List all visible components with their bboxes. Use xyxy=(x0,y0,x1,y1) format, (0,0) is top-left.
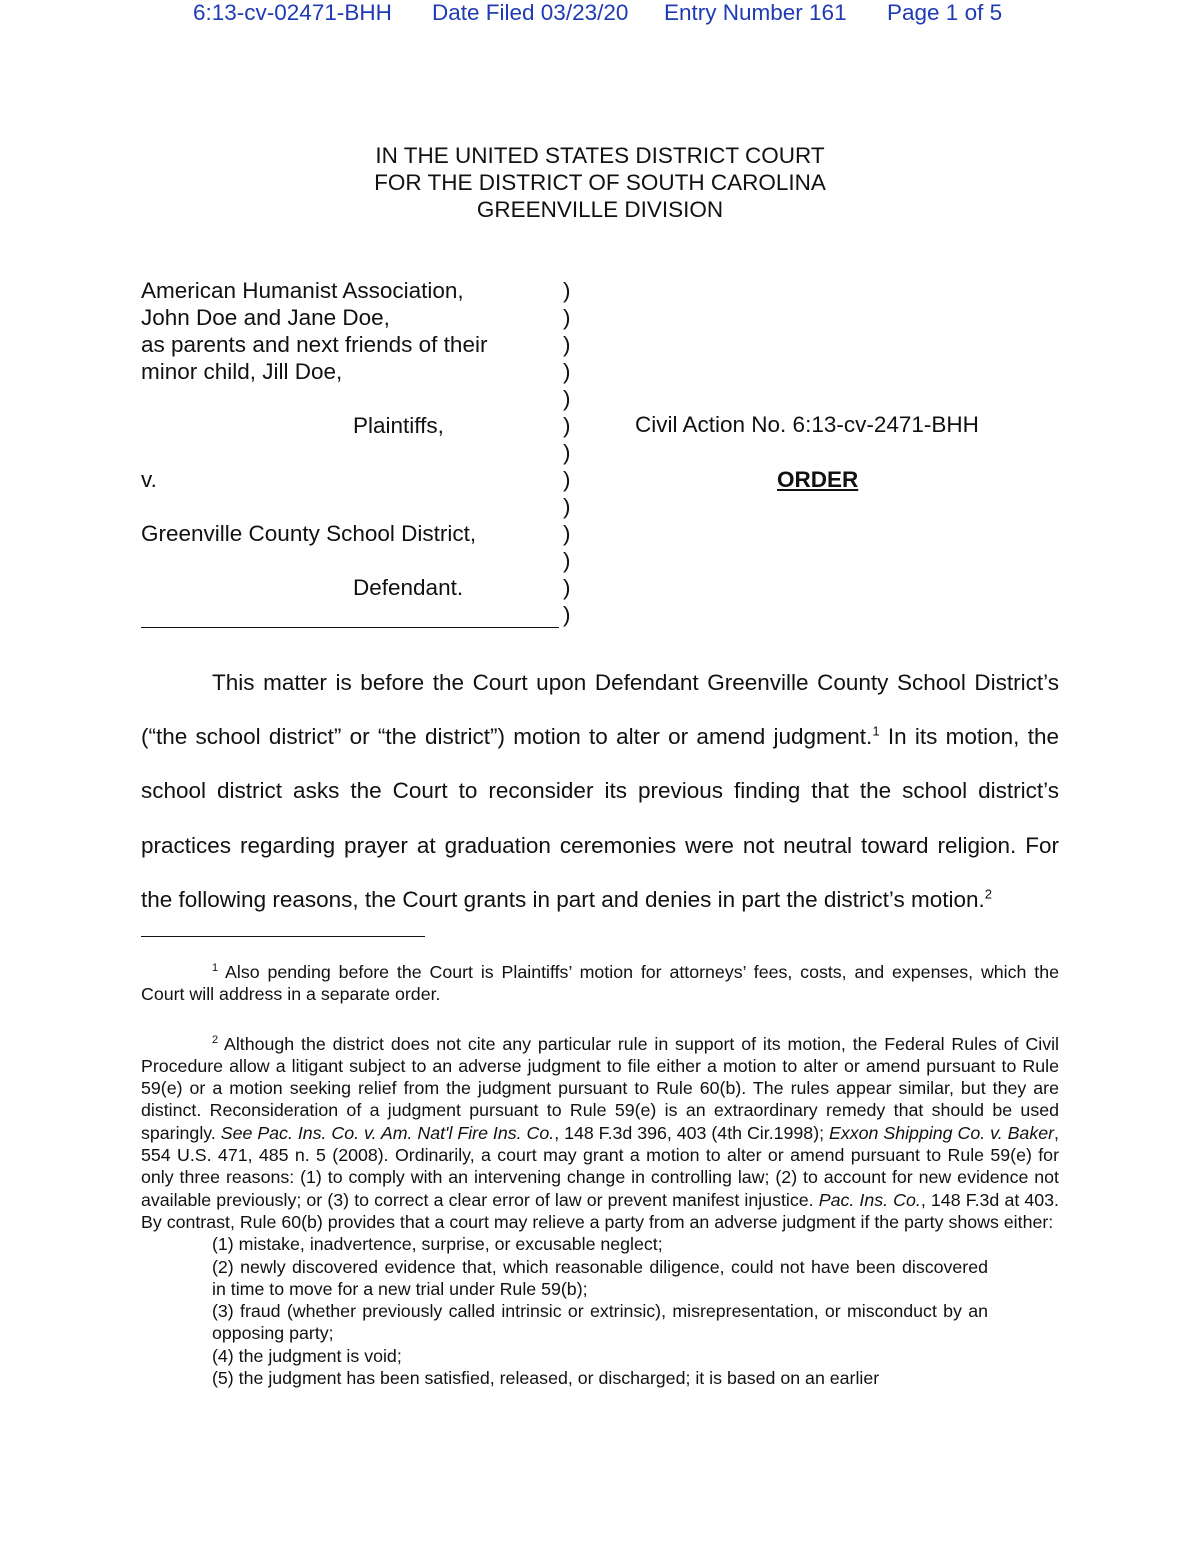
page-count-stamp: Page 1 of 5 xyxy=(887,0,1003,25)
case-citation: Exxon Shipping Co. v. Baker xyxy=(829,1122,1055,1143)
footnote-marker: 2 xyxy=(212,1033,219,1046)
list-item: (1) mistake, inadvertence, surprise, or excusable neglect; xyxy=(212,1234,663,1255)
caption-paren-column xyxy=(563,277,571,628)
caption-paren: ) xyxy=(563,386,571,411)
versus-label: v. xyxy=(141,467,157,492)
plaintiff-line: American Humanist Association, xyxy=(141,278,464,303)
footnote-marker: 1 xyxy=(212,962,219,975)
caption-rule xyxy=(141,627,559,628)
list-item: (3) fraud (whether previously called intrinsic or extrinsic), misrepresentation, or misconduct by an opposing party; xyxy=(212,1301,988,1344)
court-name-line: IN THE UNITED STATES DISTRICT COURT xyxy=(375,143,825,168)
plaintiffs-label: Plaintiffs, xyxy=(353,413,444,438)
defendant-name: Greenville County School District, xyxy=(141,521,477,546)
order-title: ORDER xyxy=(777,467,859,492)
plaintiff-line: minor child, Jill Doe, xyxy=(141,359,343,384)
civil-action-number: Civil Action No. 6:13-cv-2471-BHH xyxy=(635,412,979,437)
footnote-2 xyxy=(141,1033,1059,1234)
caption-paren: ) xyxy=(563,332,571,357)
court-division-line: GREENVILLE DIVISION xyxy=(476,197,724,222)
caption-paren: ) xyxy=(563,413,571,438)
plaintiff-line: John Doe and Jane Doe, xyxy=(141,305,390,330)
footnote-text: , 148 F.3d at 403. By contrast, Rule 60(b) provides that a court may relieve a party from an adverse judgment if the party shows either: xyxy=(141,1189,1059,1232)
case-citation: Pac. Ins. Co. xyxy=(818,1189,921,1210)
footnotes xyxy=(141,961,1059,1389)
caption-paren: ) xyxy=(563,467,571,492)
body-text: In its motion, the school district asks the Court to reconsider its previous finding that the school district’s practices regarding prayer at graduation ceremonies were not neutral toward religion. For the following reasons, the Court grants in part and denies in part the district’s motion. xyxy=(141,724,1059,912)
list-item: (5) the judgment has been satisfied, released, or discharged; it is based on an earlier xyxy=(212,1368,880,1389)
court-district-line: FOR THE DISTRICT OF SOUTH CAROLINA xyxy=(374,170,826,195)
rule-60b-list xyxy=(141,1233,988,1389)
footnote-separator xyxy=(141,936,425,937)
caption-paren: ) xyxy=(563,602,571,627)
footnote-text: Also pending before the Court is Plaintiffs’ motion for attorneys’ fees, costs, and expenses, which the Court will address in a separate order. xyxy=(141,962,1059,1005)
plaintiff-line: as parents and next friends of their xyxy=(141,332,488,357)
caption-paren: ) xyxy=(563,575,571,600)
case-citation: See Pac. Ins. Co. v. Am. Nat'l Fire Ins. Co. xyxy=(220,1122,555,1143)
caption-paren: ) xyxy=(563,548,571,573)
list-item: (2) newly discovered evidence that, which reasonable diligence, could not have been discovered in time to move for a new trial under Rule 59(b); xyxy=(212,1256,988,1299)
date-filed-stamp: Date Filed 03/23/20 xyxy=(432,0,629,25)
footnote-text: , 554 U.S. 471, 485 n. 5 (2008). Ordinarily, a court may grant a motion to alter or amend pursuant to Rule 59(e) for only three reasons: (1) to comply with an intervening change in controlling law; (2) to account for new evidence not available previously; or (3) to correct a clear error of law or prevent manifest injustice. xyxy=(141,1122,1059,1210)
footnote-ref[interactable]: 2 xyxy=(984,886,993,902)
caption-paren: ) xyxy=(563,521,571,546)
footnote-1 xyxy=(141,961,1059,1006)
list-item: (4) the judgment is void; xyxy=(212,1345,402,1366)
body-paragraph xyxy=(141,656,1059,927)
filing-header-stamp xyxy=(0,0,1200,28)
case-number-stamp: 6:13-cv-02471-BHH xyxy=(193,0,392,25)
footnote-ref[interactable]: 1 xyxy=(872,723,880,739)
caption-paren: ) xyxy=(563,359,571,384)
caption-paren: ) xyxy=(563,440,571,465)
footnote-text: , 148 F.3d 396, 403 (4th Cir.1998); xyxy=(554,1122,829,1143)
entry-number-stamp: Entry Number 161 xyxy=(664,0,847,25)
caption-paren: ) xyxy=(563,305,571,330)
caption-paren: ) xyxy=(563,278,571,303)
court-heading xyxy=(0,142,1200,223)
caption-paren: ) xyxy=(563,494,571,519)
footnote-text: Although the district does not cite any particular rule in support of its motion, the Federal Rules of Civil Procedure allow a litigant subject to an adverse judgment to file either a motion to alter or amend pursuant to Rule 59(e) or a motion seeking relief from the judgment pursuant to Rule 60(b). The rules appear similar, but they are distinct. Reconsideration of a judgment pursuant to Rule 59(e) is an extraordinary remedy that should be used sparingly. xyxy=(141,1033,1059,1143)
defendant-label: Defendant. xyxy=(353,575,464,600)
case-caption-parties xyxy=(141,277,487,601)
body-text: This matter is before the Court upon Defendant Greenville County School District’s (“the school district” or “the district”) motion to alter or amend judgment. xyxy=(141,670,1059,750)
